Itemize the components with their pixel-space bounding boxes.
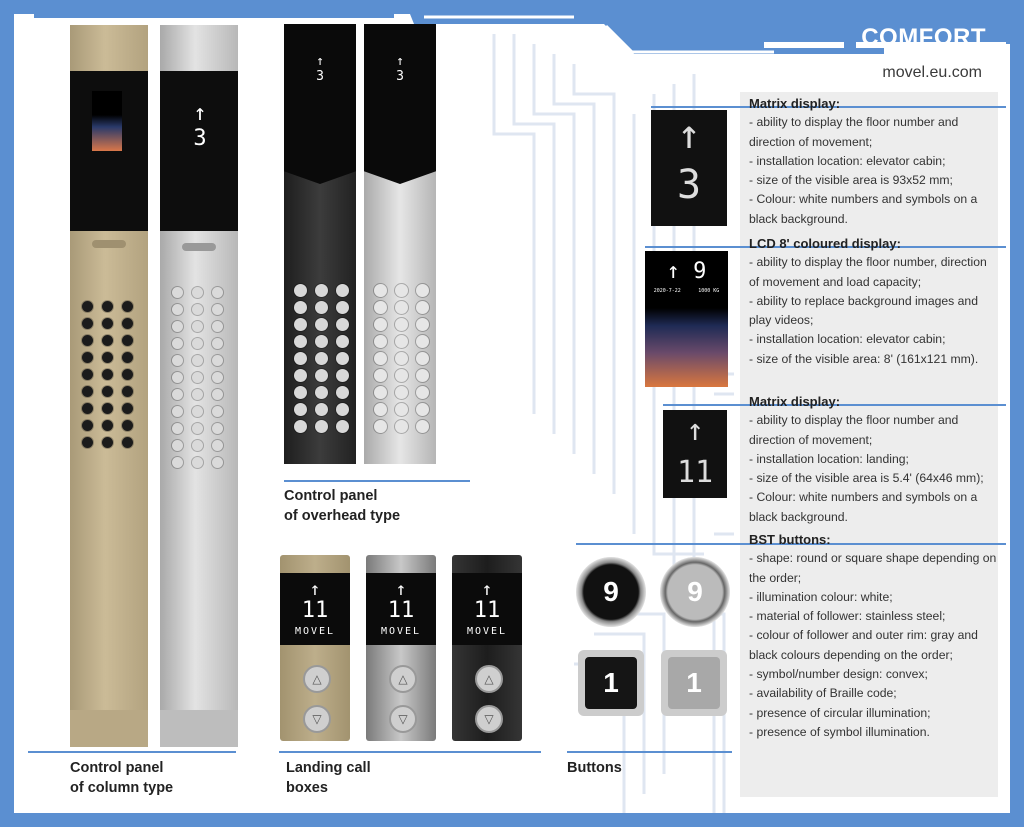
floor-button xyxy=(374,352,387,365)
floor-button xyxy=(192,355,203,366)
floor-button xyxy=(336,386,349,399)
call-up-button[interactable]: △ xyxy=(475,665,503,693)
catalog-sheet xyxy=(14,14,1010,813)
caption-rule xyxy=(28,751,236,753)
floor-indicator: 11 xyxy=(473,598,501,623)
floor-button xyxy=(102,335,113,346)
floor-button xyxy=(374,369,387,382)
floor-button xyxy=(172,423,183,434)
spec-line: - ability to display the floor number and direction of movement; xyxy=(749,413,959,447)
overhead-panel-black xyxy=(284,24,356,464)
floor-button xyxy=(192,457,203,468)
matrix-display-overhead: ↑ 3 xyxy=(316,54,324,84)
spec-section xyxy=(749,234,999,369)
overhead-buttons-black xyxy=(294,284,349,433)
spec-section xyxy=(749,392,999,527)
column-panel-steel xyxy=(160,25,238,747)
floor-button xyxy=(395,318,408,331)
floor-button xyxy=(294,352,307,365)
floor-button xyxy=(122,386,133,397)
floor-button xyxy=(102,301,113,312)
floor-button xyxy=(315,318,328,331)
floor-button xyxy=(82,301,93,312)
floor-button xyxy=(395,284,408,297)
floor-button xyxy=(294,420,307,433)
floor-button xyxy=(374,318,387,331)
floor-button xyxy=(82,403,93,414)
spec-section xyxy=(749,94,999,229)
floor-button xyxy=(122,403,133,414)
floor-button xyxy=(374,335,387,348)
overhead-panel-steel xyxy=(364,24,436,464)
landing-call-box xyxy=(366,555,436,741)
floor-button xyxy=(336,420,349,433)
spec-line: - size of the visible area: 8' (161x121 mm). xyxy=(749,351,979,366)
column-buttons-steel xyxy=(172,287,223,468)
floor-button xyxy=(336,318,349,331)
spec-line: - installation location: elevator cabin; xyxy=(749,153,946,168)
floor-button xyxy=(336,301,349,314)
button-round-black: 9 xyxy=(576,557,646,627)
floor-button xyxy=(315,403,328,416)
brand-label: MOVEL xyxy=(294,626,336,637)
brand-label: MOVEL xyxy=(466,626,508,637)
floor-button xyxy=(315,284,328,297)
floor-button xyxy=(192,372,203,383)
spec-line: - size of the visible area is 5.4' (64x46 mm); xyxy=(749,471,984,486)
floor-button xyxy=(294,369,307,382)
spec-line: - installation location: elevator cabin; xyxy=(749,332,946,347)
spec-line: - Colour: white numbers and symbols on a black background. xyxy=(749,192,978,226)
floor-button xyxy=(172,321,183,332)
spec-line: - ability to display the floor number, direction of movement and load capacity; xyxy=(749,255,987,289)
landing-call-box xyxy=(452,555,522,741)
floor-button xyxy=(192,389,203,400)
floor-button xyxy=(294,386,307,399)
caption-rule xyxy=(279,751,541,753)
floor-button xyxy=(336,284,349,297)
call-down-button[interactable]: ▽ xyxy=(389,705,417,733)
floor-button xyxy=(172,355,183,366)
brand-title: COMFORT xyxy=(861,24,986,51)
speaker-grille xyxy=(92,240,126,248)
spec-line: - size of the visible area is 93x52 mm; xyxy=(749,173,953,188)
matrix-display-thumb: ↑ 3 xyxy=(651,110,727,226)
floor-button xyxy=(395,352,408,365)
floor-button xyxy=(192,440,203,451)
floor-button xyxy=(294,318,307,331)
floor-button xyxy=(315,301,328,314)
floor-button xyxy=(212,372,223,383)
floor-button xyxy=(212,321,223,332)
floor-button xyxy=(212,304,223,315)
call-up-button[interactable]: △ xyxy=(389,665,417,693)
floor-button xyxy=(122,318,133,329)
matrix-display-cabin: ↑ 3 xyxy=(193,101,207,151)
floor-button xyxy=(395,369,408,382)
matrix-display-overhead: ↑ 3 xyxy=(396,54,404,84)
floor-button xyxy=(416,352,429,365)
floor-button xyxy=(336,403,349,416)
floor-button xyxy=(395,335,408,348)
floor-button xyxy=(102,437,113,448)
spec-line: - presence of symbol illumination. xyxy=(749,724,930,739)
floor-button xyxy=(82,437,93,448)
floor-button xyxy=(192,338,203,349)
floor-button xyxy=(82,369,93,380)
floor-button xyxy=(212,355,223,366)
floor-button xyxy=(374,284,387,297)
floor-button xyxy=(212,440,223,451)
spec-title: BST buttons: xyxy=(749,532,831,547)
caption-rule xyxy=(567,751,732,753)
spec-line: - material of follower: stainless steel; xyxy=(749,609,946,624)
spec-line: - symbol/number design: convex; xyxy=(749,667,928,682)
caption-column-panel: Control panel of column type xyxy=(70,760,174,796)
spec-title: Matrix display: xyxy=(749,96,841,111)
floor-button xyxy=(102,403,113,414)
arrow-up-icon: ↑ xyxy=(309,579,321,600)
floor-button xyxy=(102,318,113,329)
floor-button xyxy=(172,338,183,349)
button-round-steel: 9 xyxy=(660,557,730,627)
floor-button xyxy=(122,369,133,380)
floor-button xyxy=(212,389,223,400)
caption-buttons: Buttons xyxy=(567,760,622,776)
floor-button xyxy=(192,287,203,298)
floor-button xyxy=(102,352,113,363)
call-down-button[interactable]: ▽ xyxy=(303,705,331,733)
floor-button xyxy=(192,423,203,434)
arrow-up-icon: ↑ xyxy=(395,579,407,600)
overhead-buttons-steel xyxy=(374,284,429,433)
floor-button xyxy=(374,420,387,433)
caption-rule xyxy=(284,480,470,482)
column-panel-gold xyxy=(70,25,148,747)
spec-line: - availability of Braille code; xyxy=(749,686,897,701)
floor-button xyxy=(395,386,408,399)
floor-button xyxy=(122,335,133,346)
floor-button xyxy=(102,386,113,397)
floor-button xyxy=(102,420,113,431)
floor-button xyxy=(315,352,328,365)
floor-button xyxy=(172,406,183,417)
floor-button xyxy=(82,335,93,346)
floor-button xyxy=(122,301,133,312)
landing-call-box xyxy=(280,555,350,741)
spec-line: - ability to display the floor number and direction of movement; xyxy=(749,115,959,149)
brand-label: MOVEL xyxy=(380,626,422,637)
spec-title: Matrix display: xyxy=(749,394,841,409)
floor-button xyxy=(416,386,429,399)
floor-button xyxy=(122,352,133,363)
floor-button xyxy=(294,335,307,348)
spec-section xyxy=(749,530,999,742)
floor-button xyxy=(315,420,328,433)
floor-button xyxy=(192,304,203,315)
spec-line: - ability to replace background images and play videos; xyxy=(749,293,978,328)
floor-button xyxy=(416,318,429,331)
floor-button xyxy=(102,369,113,380)
floor-button xyxy=(416,369,429,382)
floor-button xyxy=(122,437,133,448)
spec-line: - Colour: white numbers and symbols on a black background. xyxy=(749,490,978,524)
floor-button xyxy=(294,284,307,297)
floor-button xyxy=(212,338,223,349)
floor-button xyxy=(122,420,133,431)
floor-button xyxy=(416,420,429,433)
floor-button xyxy=(172,372,183,383)
lcd-display-small xyxy=(92,91,122,151)
floor-button xyxy=(212,457,223,468)
call-down-button[interactable]: ▽ xyxy=(475,705,503,733)
caption-overhead-panel: Control panel of overhead type xyxy=(284,488,401,524)
floor-button xyxy=(416,301,429,314)
floor-button xyxy=(374,386,387,399)
spec-title: LCD 8' coloured display: xyxy=(749,236,901,251)
floor-button xyxy=(82,352,93,363)
floor-button xyxy=(212,423,223,434)
spec-line: - colour of follower and outer rim: gray and black colours depending on the order; xyxy=(749,628,978,662)
floor-button xyxy=(395,420,408,433)
floor-button xyxy=(336,352,349,365)
spec-line: - shape: round or square shape depending on the order; xyxy=(749,551,997,585)
floor-button xyxy=(192,321,203,332)
floor-button xyxy=(82,420,93,431)
floor-button xyxy=(82,386,93,397)
speaker-grille xyxy=(182,243,216,251)
caption-landing-boxes: Landing call boxes xyxy=(286,760,371,796)
floor-button xyxy=(172,304,183,315)
spec-line: - illumination colour: white; xyxy=(749,589,893,604)
floor-indicator: 11 xyxy=(387,598,415,623)
spec-line: - installation location: landing; xyxy=(749,451,909,466)
floor-button xyxy=(294,403,307,416)
floor-button xyxy=(192,406,203,417)
floor-button xyxy=(172,389,183,400)
website-label: movel.eu.com xyxy=(882,64,982,81)
column-buttons-gold xyxy=(82,301,133,448)
floor-button xyxy=(172,440,183,451)
arrow-up-icon: ↑ xyxy=(481,579,493,600)
lcd-display-thumb: ↑ 9 2020-7-22 1000 KG xyxy=(645,251,728,387)
floor-button xyxy=(315,369,328,382)
button-square-black: 1 xyxy=(578,650,644,716)
button-square-steel: 1 xyxy=(661,650,727,716)
floor-button xyxy=(315,386,328,399)
floor-button xyxy=(416,403,429,416)
floor-button xyxy=(212,287,223,298)
floor-button xyxy=(416,335,429,348)
floor-button xyxy=(315,335,328,348)
floor-button xyxy=(395,403,408,416)
floor-button xyxy=(374,403,387,416)
floor-button xyxy=(294,301,307,314)
floor-button xyxy=(336,335,349,348)
floor-button xyxy=(172,287,183,298)
spec-line: - presence of circular illumination; xyxy=(749,705,931,720)
floor-button xyxy=(172,457,183,468)
floor-button xyxy=(212,406,223,417)
call-up-button[interactable]: △ xyxy=(303,665,331,693)
floor-button xyxy=(336,369,349,382)
floor-button xyxy=(374,301,387,314)
floor-button xyxy=(395,301,408,314)
floor-button xyxy=(416,284,429,297)
floor-button xyxy=(82,318,93,329)
floor-indicator: 11 xyxy=(301,598,329,623)
matrix-display-landing-thumb: ↑ 11 xyxy=(663,410,727,498)
